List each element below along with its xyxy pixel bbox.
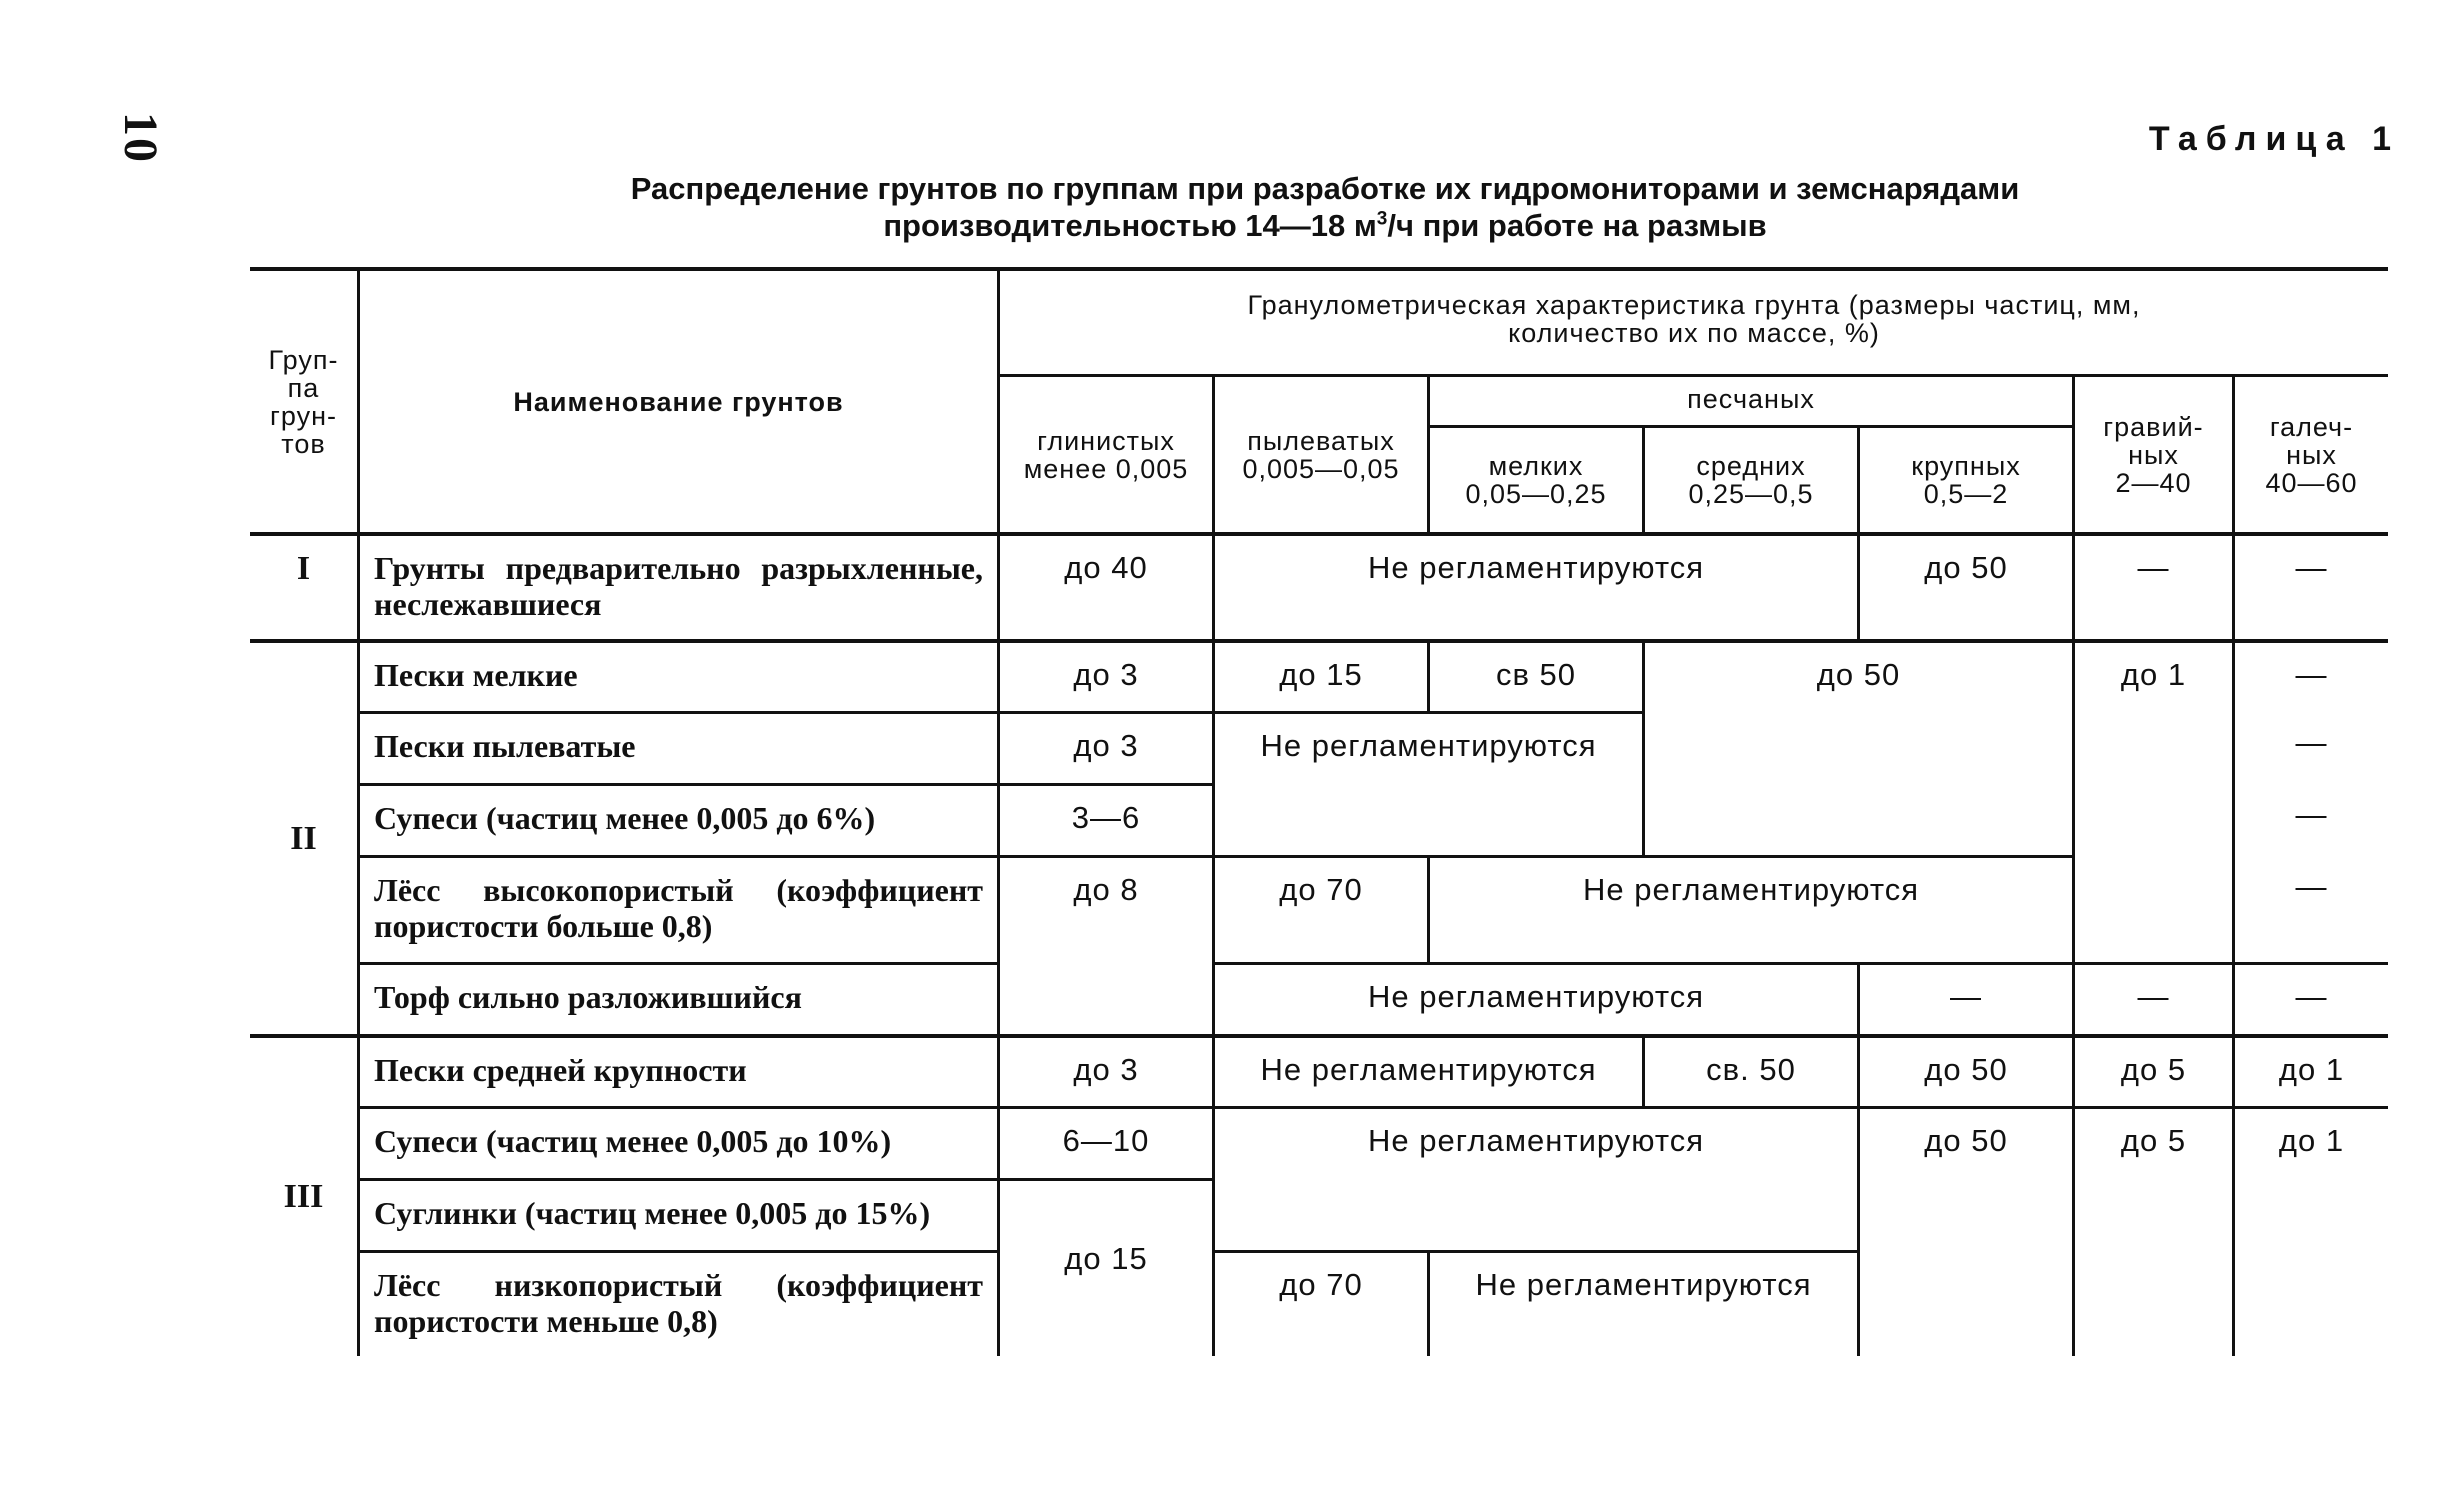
soil-name: Пески мелкие: [360, 639, 1000, 711]
header-medium: средних 0,25—0,5: [1645, 425, 1860, 532]
header-fine: мелких 0,05—0,25: [1430, 425, 1645, 532]
group-label: III: [250, 1034, 360, 1356]
medium-coarse-value: до 50: [1645, 639, 2075, 855]
soil-name: Суглинки (частиц менее 0,005 до 15%): [360, 1178, 1000, 1250]
soil-name: Пески средней крупности: [360, 1034, 1000, 1106]
header-gravel: гравий- ных 2—40: [2075, 374, 2235, 532]
clay-value: 3—6: [1000, 783, 1215, 855]
not-regulated: Не регламентируются: [1215, 532, 1860, 639]
coarse-value: —: [1860, 962, 2075, 1034]
header-coarse: крупных 0,5—2: [1860, 425, 2075, 532]
not-regulated: Не регламентируются: [1215, 962, 1860, 1034]
clay-value: до 40: [1000, 532, 1215, 639]
coarse-value: до 50: [1860, 532, 2075, 639]
pebble-value: —: [2295, 797, 2328, 832]
coarse-value: до 50: [1860, 1034, 2075, 1106]
header-clay: глинистых менее 0,005: [1000, 374, 1215, 532]
group-label: II: [250, 639, 360, 1034]
header-silt: пылеватых 0,005—0,05: [1215, 374, 1430, 532]
soil-name: Торф сильно разложившийся: [360, 962, 1000, 1034]
gravel-value: —: [2075, 532, 2235, 639]
silt-value: до 70: [1215, 1250, 1430, 1356]
not-regulated: Не регламентируются: [1215, 1106, 1860, 1250]
pebble-value: —: [2235, 532, 2388, 639]
clay-value: до 3: [1000, 639, 1215, 711]
header-sandy: песчаных: [1430, 374, 2075, 425]
pebble-value: —: [2235, 962, 2388, 1034]
coarse-value: до 50: [1860, 1106, 2075, 1356]
soil-name: Супеси (частиц менее 0,005 до 10%): [360, 1106, 1000, 1178]
gravel-value: до 5: [2075, 1034, 2235, 1106]
pebble-value: —: [2235, 639, 2388, 711]
superscript: 3: [1376, 208, 1388, 230]
caption-line-2: производительностью 14—18 $м^3/ч$ при работе на размыв: [883, 208, 1767, 243]
group-label: I: [250, 532, 360, 639]
clay-value: до 15: [1000, 1178, 1215, 1356]
clay-value: до 3: [1000, 1034, 1215, 1106]
clay-value: до 3: [1000, 711, 1215, 783]
pebble-value: до 1: [2235, 1034, 2388, 1106]
soil-name: Супеси (частиц менее 0,005 до 6%): [360, 783, 1000, 855]
silt-value: до 15: [1215, 639, 1430, 711]
soil-name: Пески пылеватые: [360, 711, 1000, 783]
soil-name: Грунты предварительно разрыхленные, неслежавшиеся: [360, 532, 1000, 639]
fine-value: св 50: [1430, 639, 1645, 711]
not-regulated: Не регламентируются: [1430, 1250, 1860, 1356]
header-granulometric: Гранулометрическая характеристика грунта (размеры частиц, мм, количество их по массе, %): [1000, 267, 2388, 374]
table-caption: [250, 170, 2400, 244]
medium-value: св. 50: [1645, 1034, 1860, 1106]
header-name: Наименование грунтов: [360, 267, 1000, 532]
caption-line-1: Распределение грунтов по группам при разработке их гидромониторами и земснарядами: [630, 171, 2020, 206]
soil-name: Лёсс низкопористый (коэффициент пористости меньше 0,8): [360, 1250, 1000, 1356]
not-regulated: Не регламентируются: [1215, 1034, 1645, 1106]
header-group: Груп- па грун- тов: [250, 267, 360, 532]
clay-value: до 8: [1000, 855, 1215, 1034]
gravel-value: до 1: [2075, 639, 2235, 962]
soil-name: Лёсс высокопористый (коэффициент пористости больше 0,8): [360, 855, 1000, 962]
gravel-value: —: [2075, 962, 2235, 1034]
silt-value: до 70: [1215, 855, 1430, 962]
gravel-value: до 5: [2075, 1106, 2235, 1356]
pebble-value: до 1: [2235, 1106, 2388, 1356]
pebble-value: —: [2295, 725, 2328, 760]
header-pebble: галеч- ных 40—60: [2235, 374, 2388, 532]
pebble-value: —: [2295, 869, 2328, 904]
clay-value: 6—10: [1000, 1106, 1215, 1178]
table-label: Таблица 1: [2148, 120, 2400, 158]
soil-groups-table: [250, 267, 2388, 1339]
not-regulated: Не регламентируются: [1430, 855, 2075, 962]
not-regulated: Не регламентируются: [1215, 711, 1645, 855]
page-number: 10: [114, 112, 167, 164]
